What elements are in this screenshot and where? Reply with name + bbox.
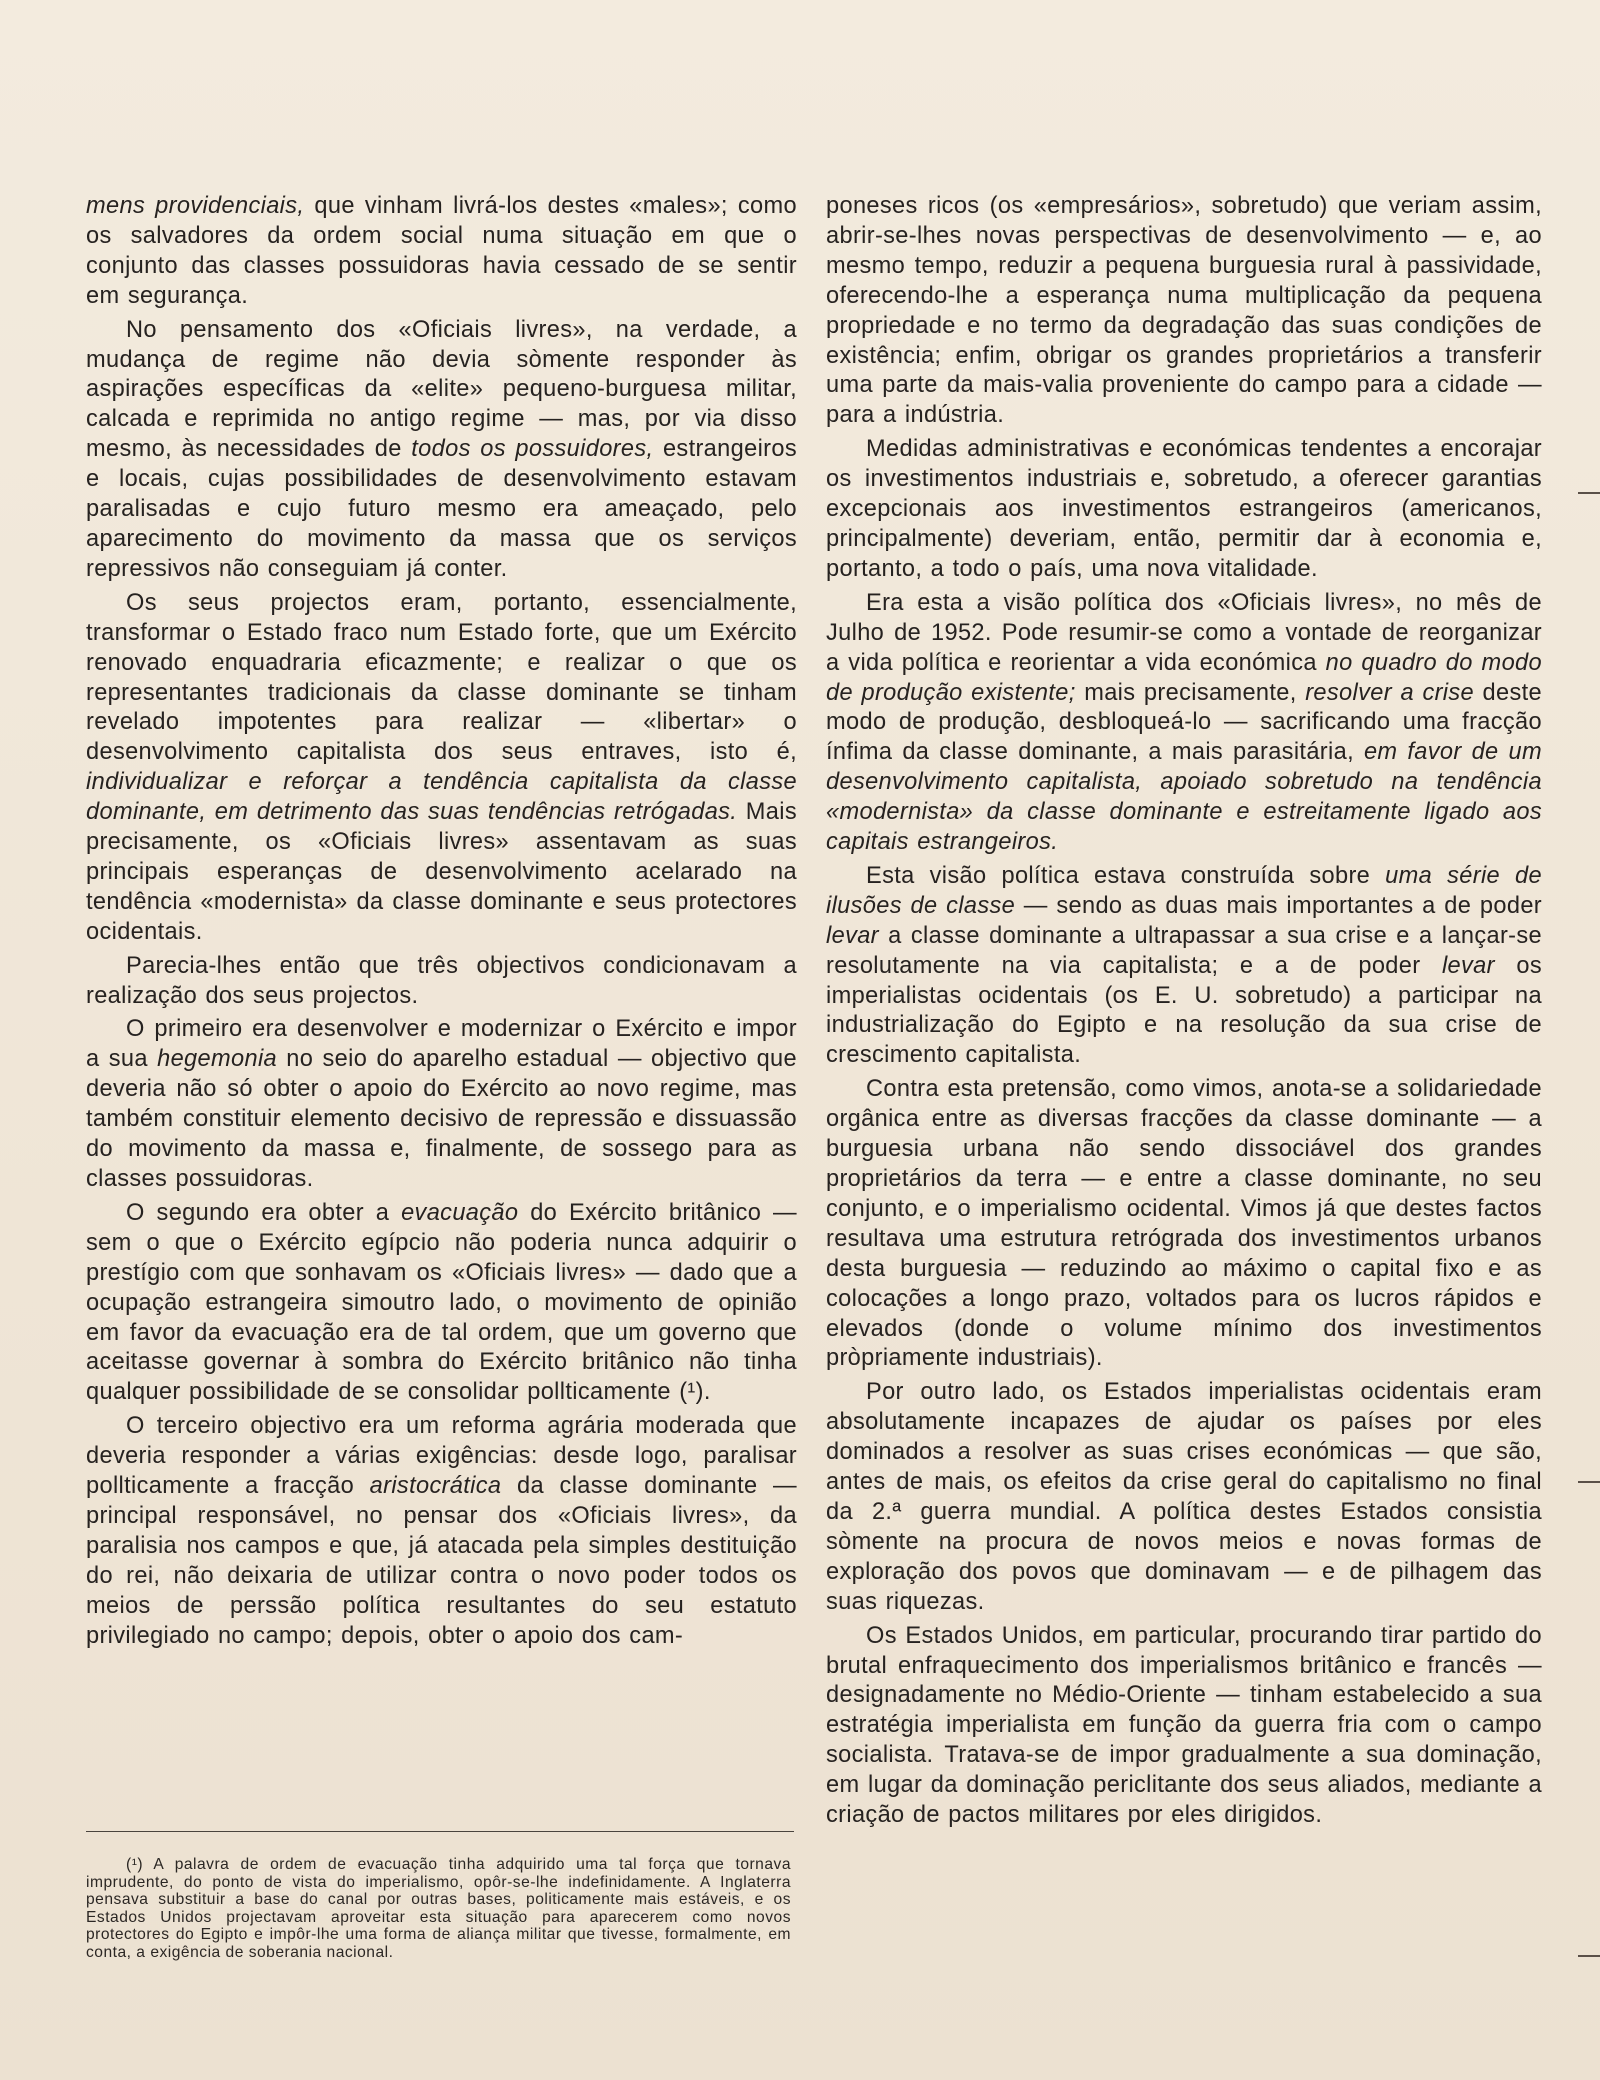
text-run: Era esta a visão política dos «Oficiais livres», no mês de Julho de 1952. Pode resumir-se como a vontade de reorganizar a vida política e reorientar a vida económica	[826, 589, 1542, 676]
italic-text: hegemonia	[157, 1046, 278, 1073]
margin-mark	[1578, 1481, 1600, 1483]
italic-text: em favor de um desenvolvimento capitalista, apoiado sobretudo na tendência «modernista» da classe dominante e estreitamente ligado aos capitais estrangeiros.	[826, 739, 1542, 856]
text-run: mais precisamente,	[1075, 679, 1306, 706]
paragraph	[86, 1412, 797, 1651]
paragraph: poneses ricos (os «empresários», sobretudo) que veriam assim, abrir-se-lhes novas perspectivas de desenvolvimento — e, ao mesmo tempo, reduzir a pequena burguesia rural à passividade, oferecendo-lhe a esperança numa multiplicação da pequena propriedade e no termo da degradação das suas condições de existência; enfim, obrigar os grandes proprietários a transferir uma parte da mais-valia proveniente do campo para a cidade — para a indústria.	[826, 193, 1542, 429]
italic-text: aristocrática	[369, 1473, 502, 1500]
italic-text: resolver a crise	[1305, 679, 1475, 706]
text-run: da classe dominante — principal responsável, no pensar dos «Oficiais livres», da paralisia nos campos e que, já atacada pela simples destituição do rei, não deixaria de utilizar contra o novo poder todos os meios de perssão política resultantes do seu estatuto privilegiado no campo; depois, obter o apoio dos cam-	[86, 1473, 797, 1649]
text-run: No pensamento dos «Oficiais livres», na verdade, a mudança de regime não devia sòmente responder às aspirações específicas da «elite» pequeno-burguesa militar, calcada e reprimida no antigo regime — mas, por via disso mesmo, às necessidades de	[86, 316, 797, 463]
paragraph	[86, 589, 797, 948]
italic-text: individualizar e reforçar a tendência capitalista da classe dominante, em detrimento das suas tendências retrógadas.	[86, 769, 797, 826]
paragraph	[826, 862, 1542, 1071]
footnote-text: (¹) A palavra de ordem de evacuação tinha adquirido uma tal força que tornava imprudente, do ponto de vista do imperialismo, opôr-se-lhe indefinidamente. A Inglaterra pensava substituir a base do canal por outras bases, politicamente mais estáveis, e os Estados Unidos projectavam aproveitar esta situação para aparecerem como novos protectores do Egipto e impôr-lhe uma forma de aliança militar que tivesse, formalmente, em conta, a exigência de soberania nacional.	[86, 1856, 791, 1961]
text-run: Os seus projectos eram, portanto, essencialmente, transformar o Estado fraco num Estado forte, que um Exército renovado enquadraria eficazmente; e realizar o que os representantes tradicionais da classe dominante se tinham revelado impotentes para realizar — «libertar» o desenvolvimento capitalista dos seus entraves, isto é,	[86, 589, 797, 766]
paragraph: Contra esta pretensão, como vimos, anota-se a solidariedade orgânica entre as diversas fracções da classe dominante — a burguesia urbana não sendo dissociável dos grandes proprietários da terra — e entre a classe dominante, no seu conjunto, e o imperialismo ocidental. Vimos já que destes factos resultava uma estrutura retrógrada dos investimentos urbanos desta burguesia — reduzindo ao máximo o capital fixo e as colocações a longo prazo, voltados para os lucros rápidos e elevados (donde o volume mínimo dos investimentos pròpriamente industriais).	[826, 1076, 1542, 1372]
margin-mark	[1578, 492, 1600, 494]
paragraph: Os Estados Unidos, em particular, procurando tirar partido do brutal enfraquecimento dos imperialismos britânico e francês — designadamente no Médio-Oriente — tinham estabelecido a sua estratégia imperialista em função da guerra fria com o campo socialista. Tratava-se de impor gradualmente a sua dominação, em lugar da dominação periclitante dos seus aliados, mediante a criação de pactos militares por eles dirigidos.	[826, 1622, 1542, 1829]
text-run: do Exército britânico — sem o que o Exército egípcio não poderia nunca adquirir o prestígio com que sonhavam os «Oficiais livres» — dado que a ocupação estrangeira simoutro lado, o movimento de opinião em favor da evacuação era de tal ordem, que um governo que aceitasse governar à sombra do Exército britânico não tinha qualquer possibilidade de se consolidar pollticamente (¹).	[86, 1199, 797, 1406]
paragraph: Por outro lado, os Estados imperialistas ocidentais eram absolutamente incapazes de ajudar os países por eles dominados a resolver as suas crises económicas — que são, antes de mais, os efeitos da crise geral do capitalismo no final da 2.ª guerra mundial. A política destes Estados consistia sòmente na procura de novos meios e novas formas de exploração dos povos que dominavam — e de pilhagem das suas riquezas.	[826, 1379, 1542, 1615]
paragraph	[86, 1015, 797, 1194]
text-run: os imperialistas ocidentais (os E. U. sobretudo) a participar na industrialização do Egipto e na resolução da sua crise de crescimento capitalista.	[826, 952, 1542, 1069]
italic-text: no quadro do modo de produção existente;	[826, 649, 1542, 706]
paragraph: Parecia-lhes então que três objectivos condicionavam a realização dos seus projectos.	[86, 952, 797, 1009]
footnote-divider	[86, 1831, 794, 1832]
text-run: Esta visão política estava construída sobre	[866, 862, 1386, 889]
text-run: O primeiro era desenvolver e modernizar o Exército e impor a sua	[86, 1016, 797, 1073]
text-run: deste modo de produção, desbloqueá-lo — sacrificando uma fracção ínfima da classe dominante, a mais parasitária,	[826, 679, 1543, 766]
italic-text: uma série de ilusões de classe	[826, 862, 1542, 919]
italic-text: levar	[826, 922, 879, 949]
paragraph	[86, 1199, 797, 1408]
text-run: O terceiro objectivo era um reforma agrária moderada que deveria responder a várias exigências: desde logo, paralisar pollticamente a fracção	[86, 1413, 797, 1500]
footnote	[86, 1856, 791, 1962]
italic-text: evacuação	[401, 1199, 519, 1226]
text-run: Mais precisamente, os «Oficiais livres» assentavam as suas principais esperanças de desenvolvimento acelarado na tendência «modernista» da classe dominante e seus protectores ocidentais.	[86, 799, 797, 945]
text-run: O segundo era obter a	[126, 1199, 402, 1226]
text-run: — sendo as duas mais importantes a de poder	[1015, 892, 1542, 919]
margin-mark	[1578, 1955, 1600, 1957]
left-column	[86, 192, 797, 1656]
paragraph	[826, 589, 1542, 858]
italic-text: levar	[1441, 952, 1495, 979]
text-run: que vinham livrá-los destes «males»; como os salvadores da ordem social numa situação em que o conjunto das classes possuidoras havia cessado de se sentir em segurança.	[86, 193, 797, 309]
italic-text: mens providenciais,	[86, 193, 305, 219]
right-column	[826, 192, 1542, 1835]
text-run: no seio do aparelho estadual — objectivo que deveria não só obter o apoio do Exército ao novo regime, mas também constituir elemento decisivo de repressão e dissuassão do movimento da massa e, finalmente, de sossego para as classes possuidoras.	[86, 1046, 797, 1192]
paragraph	[86, 192, 797, 312]
paragraph: Medidas administrativas e económicas tendentes a encorajar os investimentos industriais e, sobretudo, a oferecer garantias excepcionais aos investimentos estrangeiros (americanos, principalmente) deveriam, então, permitir dar à economia e, portanto, a todo o país, uma nova vitalidade.	[826, 436, 1542, 582]
text-run: estrangeiros e locais, cujas possibilidades de desenvolvimento estavam paralisadas e cujo futuro mesmo era ameaçado, pelo aparecimento do movimento da massa que os serviços repressivos não conseguiam já conter.	[86, 436, 797, 582]
paragraph	[86, 316, 797, 585]
text-run: a classe dominante a ultrapassar a sua crise e a lançar-se resolutamente na via capitalista; e a de poder	[826, 922, 1542, 979]
italic-text: todos os possuidores,	[411, 436, 654, 463]
